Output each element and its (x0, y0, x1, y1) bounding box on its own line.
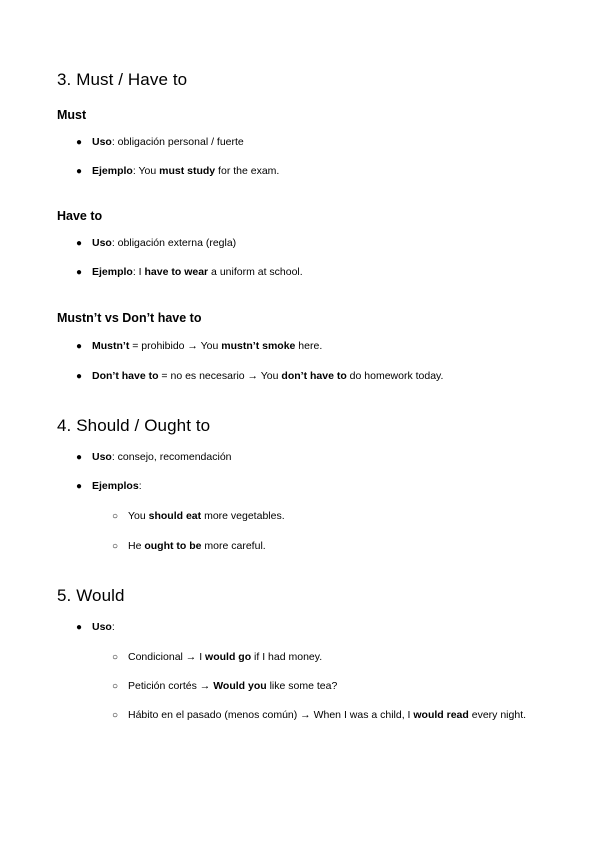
list-item-dont-have-to: Don’t have to = no es necesario → You don’t have to do homework today. (92, 370, 444, 382)
label-uso: Uso (92, 136, 112, 148)
bullet-icon: ● (76, 371, 83, 382)
list-item-would-example-2: Petición cortés → Would you like some tea? (128, 680, 338, 692)
subheading-must: Must (57, 108, 87, 122)
bullet-icon: ● (76, 137, 83, 148)
label-uso: Uso (92, 237, 112, 249)
list-item-would-uso: Uso: (92, 621, 115, 633)
list-item-would-example-1: Condicional → I would go if I had money. (128, 651, 323, 663)
hollow-bullet-icon: ○ (112, 652, 119, 663)
label-dont-have-to: Don’t have to (92, 370, 159, 382)
list-item-should-uso: Uso: consejo, recomendación (92, 451, 232, 463)
list-item-must-uso: Uso: obligación personal / fuerte (92, 136, 244, 148)
hollow-bullet-icon: ○ (112, 681, 119, 692)
list-item-must-ejemplo: Ejemplo: You must study for the exam. (92, 165, 280, 177)
hollow-bullet-icon: ○ (112, 710, 119, 721)
bullet-icon: ● (76, 166, 83, 177)
section-heading-should: 4. Should / Ought to (57, 416, 211, 435)
subheading-mustnt-vs-dont: Mustn’t vs Don’t have to (57, 311, 202, 325)
bullet-icon: ● (76, 622, 83, 633)
label-uso: Uso (92, 621, 112, 633)
bullet-icon: ● (76, 238, 83, 249)
bullet-icon: ● (76, 341, 83, 352)
section-heading-must-have: 3. Must / Have to (57, 70, 188, 89)
label-uso: Uso (92, 451, 112, 463)
section-heading-would: 5. Would (57, 586, 125, 605)
bullet-icon: ● (76, 452, 83, 463)
list-item-have-to-ejemplo: Ejemplo: I have to wear a uniform at school. (92, 266, 303, 278)
label-ejemplo: Ejemplo (92, 165, 133, 177)
bullet-icon: ● (76, 481, 83, 492)
subheading-have-to: Have to (57, 209, 103, 223)
label-ejemplos: Ejemplos (92, 480, 139, 492)
list-item-should-ejemplos: Ejemplos: (92, 480, 142, 492)
list-item-should-example-2: He ought to be more careful. (128, 540, 266, 552)
list-item-should-example-1: You should eat more vegetables. (128, 510, 285, 522)
list-item-have-to-uso: Uso: obligación externa (regla) (92, 237, 237, 249)
hollow-bullet-icon: ○ (112, 541, 119, 552)
label-ejemplo: Ejemplo (92, 266, 133, 278)
list-item-would-example-3: Hábito en el pasado (menos común) → When I was a child, I would read every night. (128, 709, 527, 721)
hollow-bullet-icon: ○ (112, 511, 119, 522)
bullet-icon: ● (76, 267, 83, 278)
label-mustnt: Mustn’t (92, 340, 130, 352)
list-item-mustnt: Mustn’t = prohibido → You mustn’t smoke here. (92, 340, 323, 352)
